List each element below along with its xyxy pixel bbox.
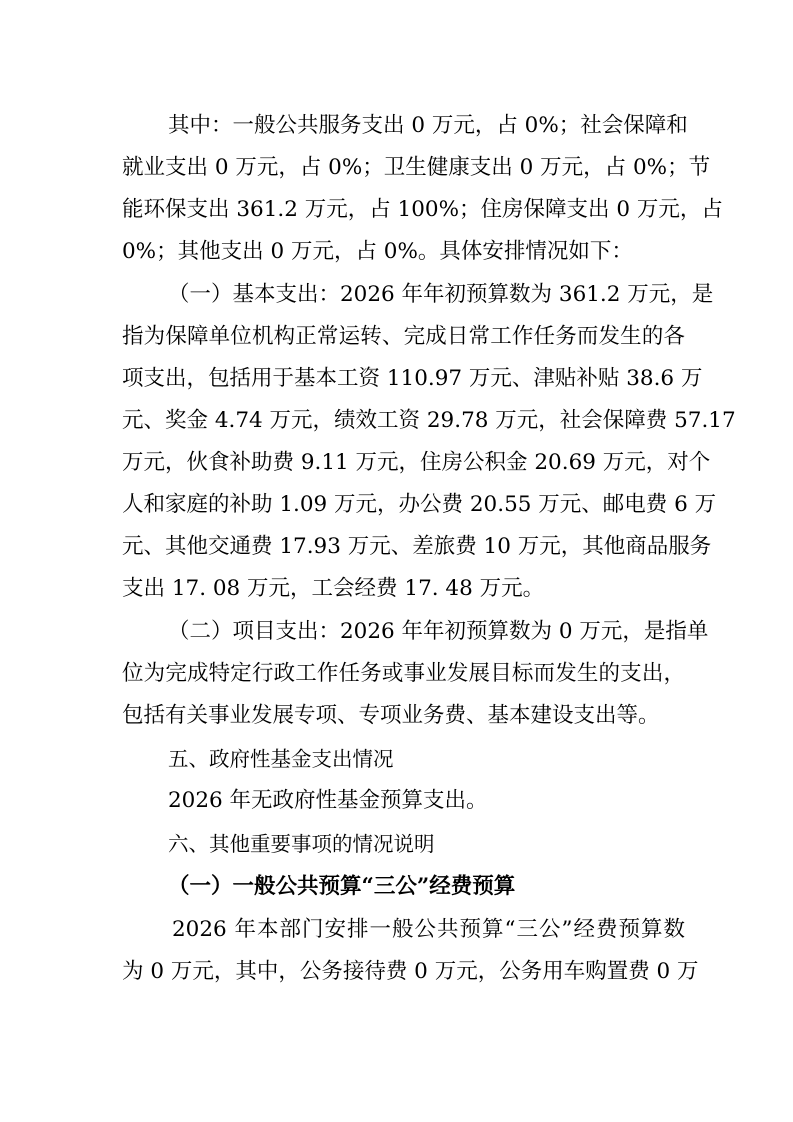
section-heading: 六、其他重要事项的情况说明 bbox=[168, 832, 435, 856]
paragraph-line: 人和家庭的补助 1.09 万元，办公费 20.55 万元、邮电费 6 万 bbox=[122, 492, 717, 517]
paragraph-line: 能环保支出 361.2 万元，占 100%；住房保障支出 0 万元，占 bbox=[122, 197, 723, 222]
paragraph-line: 包括有关事业发展专项、专项业务费、基本建设支出等。 bbox=[122, 703, 660, 728]
paragraph-line: （二）项目支出：2026 年年初预算数为 0 万元，是指单 bbox=[168, 619, 709, 644]
paragraph-line: 为 0 万元，其中，公务接待费 0 万元，公务用车购置费 0 万 bbox=[122, 959, 699, 984]
paragraph-line: 0%；其他支出 0 万元，占 0%。具体安排情况如下： bbox=[122, 239, 633, 264]
paragraph-line: 元、奖金 4.74 万元，绩效工资 29.78 万元，社会保障费 57.17 bbox=[122, 408, 736, 433]
paragraph-line: 2026 年无政府性基金预算支出。 bbox=[168, 788, 488, 813]
paragraph-line: 指为保障单位机构正常运转、完成日常工作任务而发生的各 bbox=[122, 324, 685, 349]
paragraph-line: 2026 年本部门安排一般公共预算“三公”经费预算数 bbox=[172, 917, 685, 942]
paragraph-line: 就业支出 0 万元，占 0%；卫生健康支出 0 万元，占 0%；节 bbox=[122, 155, 711, 180]
paragraph-line: （一）基本支出：2026 年年初预算数为 361.2 万元，是 bbox=[168, 282, 714, 307]
paragraph-line: 其中：一般公共服务支出 0 万元，占 0%；社会保障和 bbox=[168, 113, 688, 138]
paragraph-line: 位为完成特定行政工作任务或事业发展目标而发生的支出， bbox=[122, 661, 685, 686]
paragraph-line: 支出 17. 08 万元，工会经费 17. 48 万元。 bbox=[122, 576, 545, 601]
paragraph-line: 元、其他交通费 17.93 万元、差旅费 10 万元，其他商品服务 bbox=[122, 534, 712, 559]
subsection-heading: （一）一般公共预算“三公”经费预算 bbox=[168, 874, 516, 899]
paragraph-line: 万元，伙食补助费 9.11 万元，住房公积金 20.69 万元，对个 bbox=[122, 450, 711, 475]
section-heading: 五、政府性基金支出情况 bbox=[168, 747, 394, 771]
paragraph-line: 项支出，包括用于基本工资 110.97 万元、津贴补贴 38.6 万 bbox=[122, 366, 703, 391]
